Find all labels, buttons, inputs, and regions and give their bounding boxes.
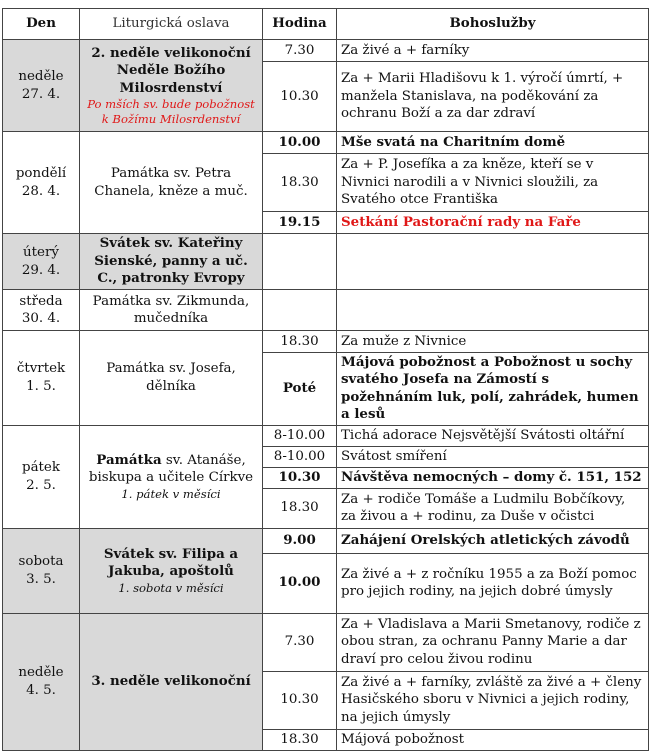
liturgy-cell: Památka sv. Petra Chanela, kněze a muč. [80, 132, 263, 234]
service-cell: Svátost smíření [337, 446, 649, 467]
service-cell [337, 234, 649, 290]
time-cell: 7.30 [263, 40, 337, 62]
table-row [3, 234, 649, 290]
service-cell: Návštěva nemocných – domy č. 151, 152 [337, 467, 649, 488]
table-row [3, 132, 649, 154]
day-cell: neděle 27. 4. [3, 40, 80, 132]
service-cell: Setkání Pastorační rady na Faře [337, 212, 649, 234]
table-row [3, 290, 649, 331]
liturgy-cell: Památka sv. Zikmunda, mučedníka [80, 290, 263, 331]
liturgy-note: 1. sobota v měsíci [118, 580, 224, 595]
day-cell: pátek 2. 5. [3, 425, 80, 528]
time-cell: 18.30 [263, 154, 337, 212]
service-cell [337, 290, 649, 331]
liturgy-note: Po mších sv. bude pobožnost k Božímu Milosrdenství [87, 97, 255, 126]
time-cell: 10.00 [263, 553, 337, 613]
service-cell: Za + rodiče Tomáše a Ludmilu Bobčíkovy, za živou a + rodinu, za Duše v očistci [337, 488, 649, 528]
service-cell: Zahájení Orelských atletických závodů [337, 528, 649, 553]
table-row [3, 528, 649, 553]
service-cell: Májová pobožnost [337, 729, 649, 750]
time-cell: 18.30 [263, 729, 337, 750]
day-cell: neděle 4. 5. [3, 613, 80, 750]
day-cell: pondělí 28. 4. [3, 132, 80, 234]
time-cell: 10.00 [263, 132, 337, 154]
liturgy-name-bold: Památka [96, 452, 162, 469]
service-cell: Za živé a + farníky, zvláště za živé a + členy Hasičského sboru v Nivnici a jejich rodiny, na jejich úmysly [337, 671, 649, 729]
header-bohosluzby: Bohoslužby [337, 9, 649, 40]
time-cell: 19.15 [263, 212, 337, 234]
service-cell: Za + Marii Hladišovu k 1. výročí úmrtí, + manžela Stanislava, na poděkování za ochranu Boží a za dar zdraví [337, 62, 649, 132]
header-den: Den [3, 9, 80, 40]
liturgy-cell: 3. neděle velikonoční [80, 613, 263, 750]
liturgy-name: 2. neděle velikonoční Neděle Božího Milosrdenství [91, 44, 251, 96]
time-cell: 10.30 [263, 671, 337, 729]
table-row [3, 40, 649, 62]
table-row [3, 425, 649, 446]
service-cell: Za + P. Josefíka a za kněze, kteří se v Nivnici narodili a v Nivnici sloužili, za Svatého otce Františka [337, 154, 649, 212]
service-cell: Za muže z Nivnice [337, 331, 649, 353]
liturgy-name-rest: sv. Atanáše, biskupa a učitele Církve [88, 453, 254, 486]
liturgy-cell [80, 528, 263, 613]
service-cell: Mše svatá na Charitním domě [337, 132, 649, 154]
time-cell: 10.30 [263, 467, 337, 488]
liturgy-cell: Památka sv. Josefa, dělníka [80, 331, 263, 426]
liturgy-name: Svátek sv. Filipa a Jakuba, apoštolů [103, 546, 239, 580]
time-cell: 10.30 [263, 62, 337, 132]
day-cell: čtvrtek 1. 5. [3, 331, 80, 426]
time-cell: 18.30 [263, 331, 337, 353]
day-cell: sobota 3. 5. [3, 528, 80, 613]
liturgy-schedule-table [2, 8, 649, 751]
liturgy-cell: Svátek sv. Kateřiny Sienské, panny a uč. C., patronky Evropy [80, 234, 263, 290]
service-cell: Májová pobožnost a Pobožnost u sochy svatého Josefa na Zámostí s požehnáním luk, polí, zahrádek, humen a lesů [337, 353, 649, 426]
header-liturgie: Liturgická oslava [80, 9, 263, 40]
header-hodina: Hodina [263, 9, 337, 40]
time-cell [263, 234, 337, 290]
table-row [3, 613, 649, 671]
liturgy-name [84, 452, 258, 487]
liturgy-note: 1. pátek v měsíci [121, 486, 221, 501]
time-cell: Poté [263, 353, 337, 426]
time-cell: 8-10.00 [263, 446, 337, 467]
liturgy-cell [80, 425, 263, 528]
header-row [3, 9, 649, 40]
service-cell: Tichá adorace Nejsvětější Svátosti oltářní [337, 425, 649, 446]
time-cell: 18.30 [263, 488, 337, 528]
time-cell: 8-10.00 [263, 425, 337, 446]
day-cell: úterý 29. 4. [3, 234, 80, 290]
day-cell: středa 30. 4. [3, 290, 80, 331]
service-cell: Za + Vladislava a Marii Smetanovy, rodiče z obou stran, za ochranu Panny Marie a dar draví pro celou živou rodinu [337, 613, 649, 671]
time-cell: 9.00 [263, 528, 337, 553]
time-cell: 7.30 [263, 613, 337, 671]
table-row [3, 331, 649, 353]
liturgy-cell [80, 40, 263, 132]
service-cell: Za živé a + farníky [337, 40, 649, 62]
time-cell [263, 290, 337, 331]
service-cell: Za živé a + z ročníku 1955 a za Boží pomoc pro jejich rodiny, na jejich dobré úmysly [337, 553, 649, 613]
